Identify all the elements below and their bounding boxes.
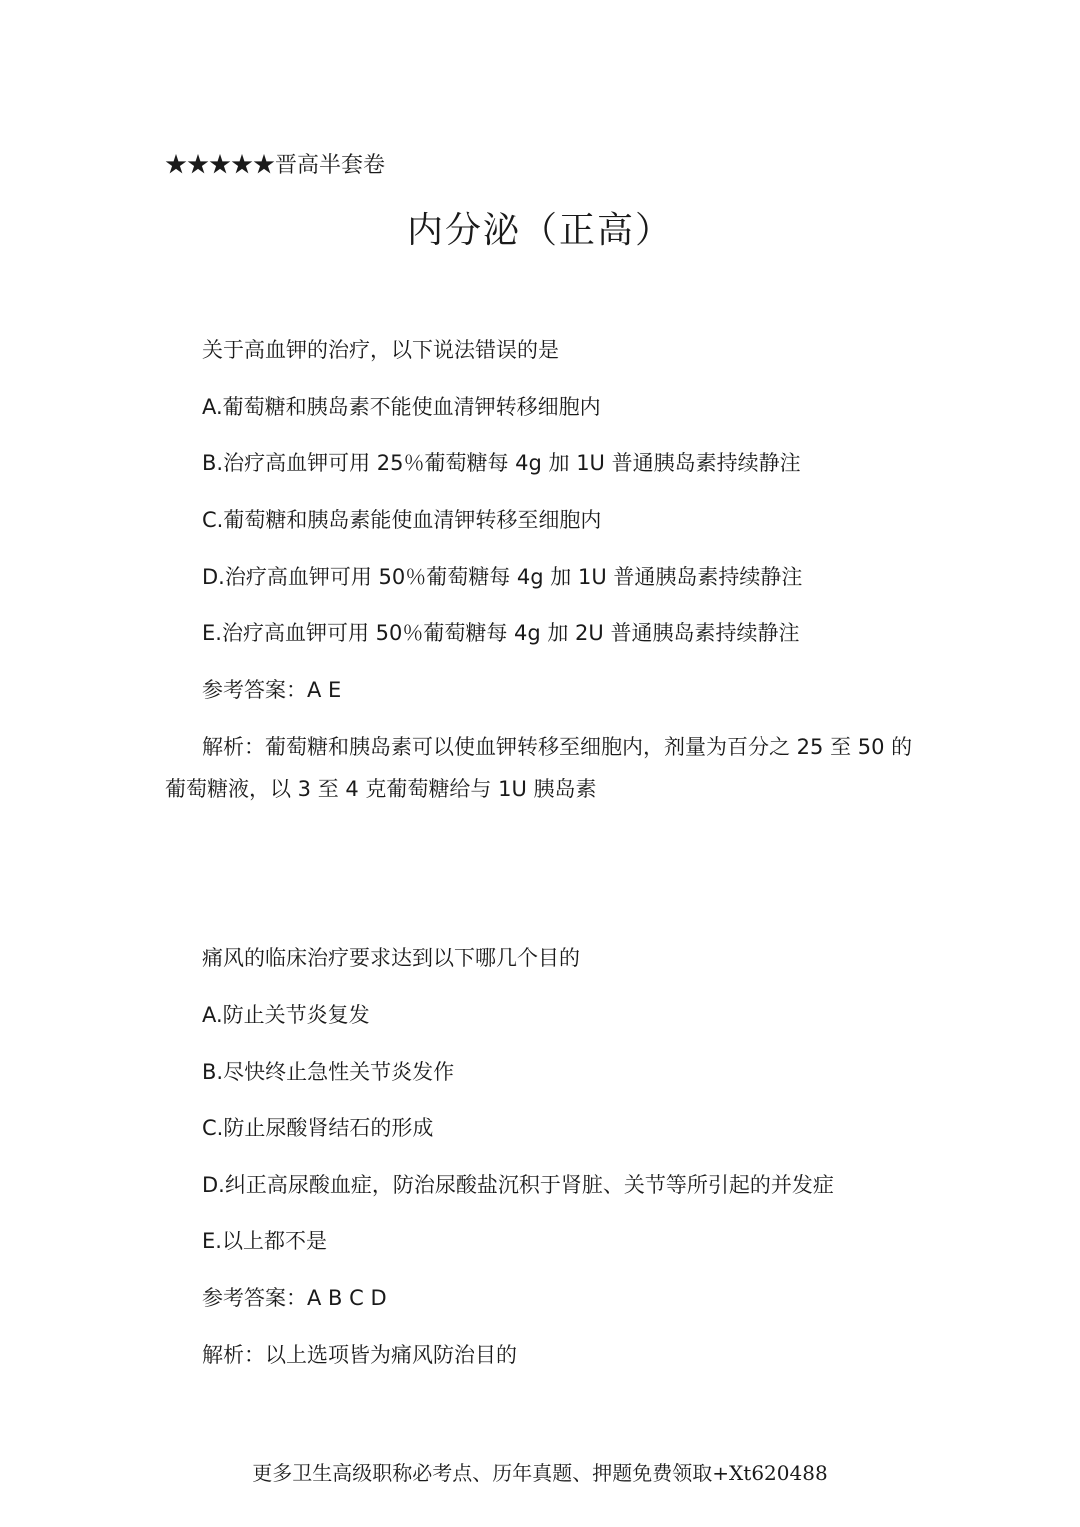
footer-note: 更多卫生高级职称必考点、历年真题、押题免费领取+Xt620488	[252, 1461, 828, 1485]
question-1-option-c: C.葡萄糖和胰岛素能使血清钾转移至细胞内	[202, 508, 602, 532]
question-1-option-a: A.葡萄糖和胰岛素不能使血清钾转移细胞内	[202, 395, 601, 419]
question-2-option-e: E.以上都不是	[202, 1229, 327, 1253]
question-1-option-b: B.治疗高血钾可用 25％葡萄糖每 4g 加 1U 普通胰岛素持续静注	[202, 451, 801, 475]
question-2-option-a: A.防止关节炎复发	[202, 1003, 370, 1027]
question-1-option-d: D.治疗高血钾可用 50％葡萄糖每 4g 加 1U 普通胰岛素持续静注	[202, 565, 803, 589]
rating-header: ★★★★★晋高半套卷	[165, 153, 386, 178]
question-2-option-b: B.尽快终止急性关节炎发作	[202, 1060, 455, 1084]
question-2-analysis-line-1: 解析：以上选项皆为痛风防治目的	[202, 1343, 517, 1367]
question-1-analysis-line-1: 解析：葡萄糖和胰岛素可以使血钾转移至细胞内，剂量为百分之 25 至 50 的	[202, 735, 913, 759]
question-1-stem: 关于高血钾的治疗，以下说法错误的是	[202, 338, 559, 362]
page-title: 内分泌（正高）	[406, 210, 673, 251]
question-1-answer: 参考答案：A E	[202, 678, 342, 702]
question-2-answer: 参考答案：A B C D	[202, 1286, 387, 1310]
question-2-stem: 痛风的临床治疗要求达到以下哪几个目的	[202, 946, 580, 970]
question-1-analysis-line-2: 葡萄糖液，以 3 至 4 克葡萄糖给与 1U 胰岛素	[165, 777, 597, 801]
question-1-option-e: E.治疗高血钾可用 50％葡萄糖每 4g 加 2U 普通胰岛素持续静注	[202, 621, 800, 645]
question-2-option-d: D.纠正高尿酸血症，防治尿酸盐沉积于肾脏、关节等所引起的并发症	[202, 1173, 834, 1197]
question-2-option-c: C.防止尿酸肾结石的形成	[202, 1116, 434, 1140]
